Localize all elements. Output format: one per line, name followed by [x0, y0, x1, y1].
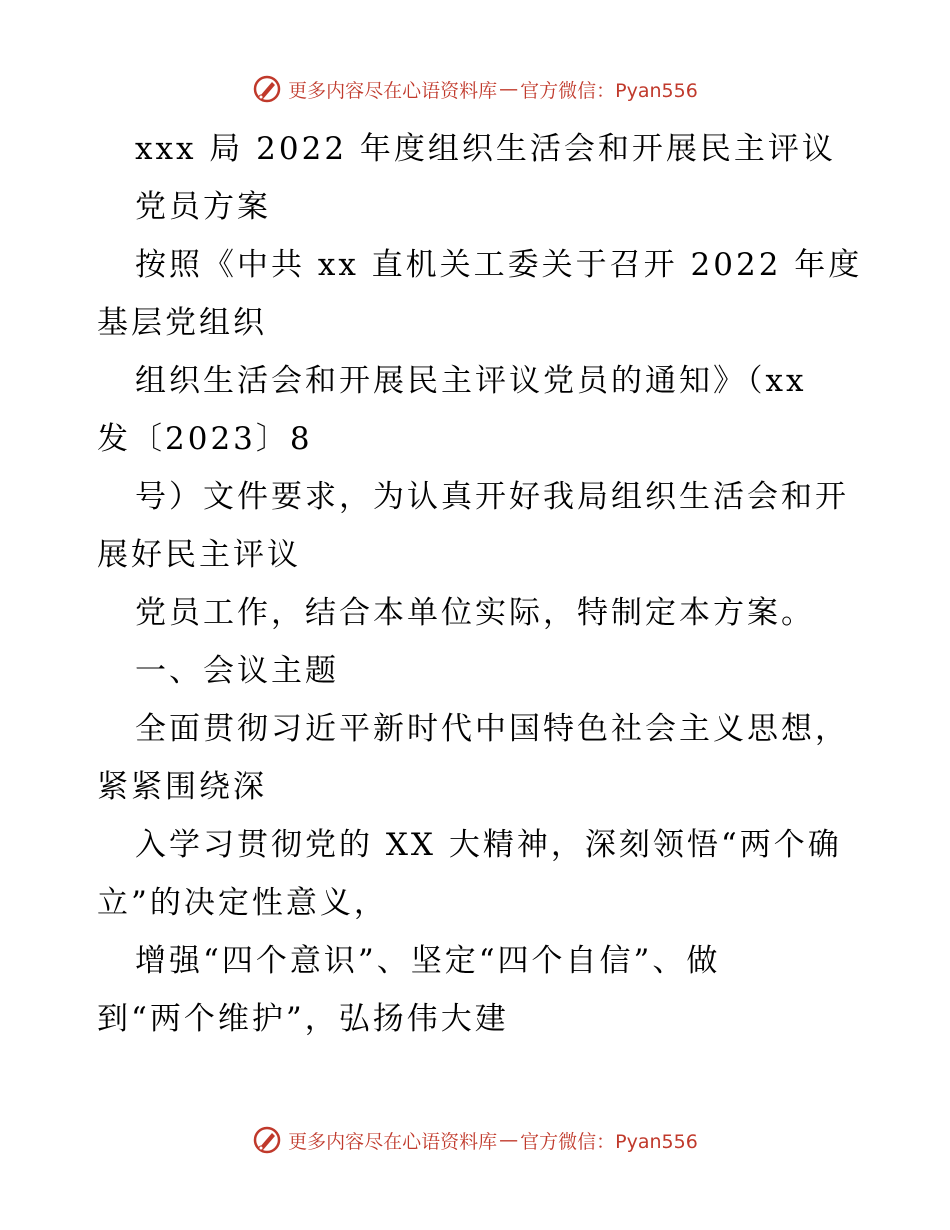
text-line: 紧紧围绕深: [97, 769, 267, 805]
text-line: 组织生活会和开展民主评议党员的通知》（xx: [135, 363, 807, 399]
text-line: 基层党组织: [97, 305, 267, 341]
watermark-main-text: 更多内容尽在心语资料库: [288, 1130, 498, 1153]
pen-logo-icon: [252, 74, 282, 104]
watermark-dash: —: [499, 78, 519, 100]
text-line: 立”的决定性意义，: [97, 885, 388, 921]
text-line: 到“两个维护”，弘扬伟大建: [97, 1001, 509, 1037]
text-line: 入学习贯彻党的 XX 大精神，深刻领悟“两个确: [135, 827, 842, 863]
text-line: 发〔2023〕8: [97, 421, 313, 457]
text-line: 党员方案: [135, 189, 271, 225]
document-body: [97, 120, 917, 1048]
watermark-wechat-text: 官方微信：Pyan556: [520, 1130, 698, 1153]
watermark-header: [0, 72, 950, 106]
text-line: 展好民主评议: [97, 537, 301, 573]
section-heading: 一、会议主题: [135, 653, 339, 689]
watermark-wechat-text: 官方微信：Pyan556: [520, 79, 698, 102]
text-line: 增强“四个意识”、坚定“四个自信”、做: [135, 943, 721, 979]
pen-logo-icon: [252, 1125, 282, 1155]
text-line: 号）文件要求，为认真开好我局组织生活会和开: [135, 479, 849, 515]
text-line: 按照《中共 xx 直机关工委关于召开 2022 年度: [135, 247, 863, 283]
watermark-footer: [0, 1123, 950, 1157]
watermark-main-text: 更多内容尽在心语资料库: [288, 79, 498, 102]
text-line: 全面贯彻习近平新时代中国特色社会主义思想，: [135, 711, 849, 747]
text-line: 党员工作，结合本单位实际，特制定本方案。: [135, 595, 815, 631]
watermark-dash: —: [499, 1129, 519, 1151]
text-line: xxx 局 2022 年度组织生活会和开展民主评议: [135, 131, 836, 167]
